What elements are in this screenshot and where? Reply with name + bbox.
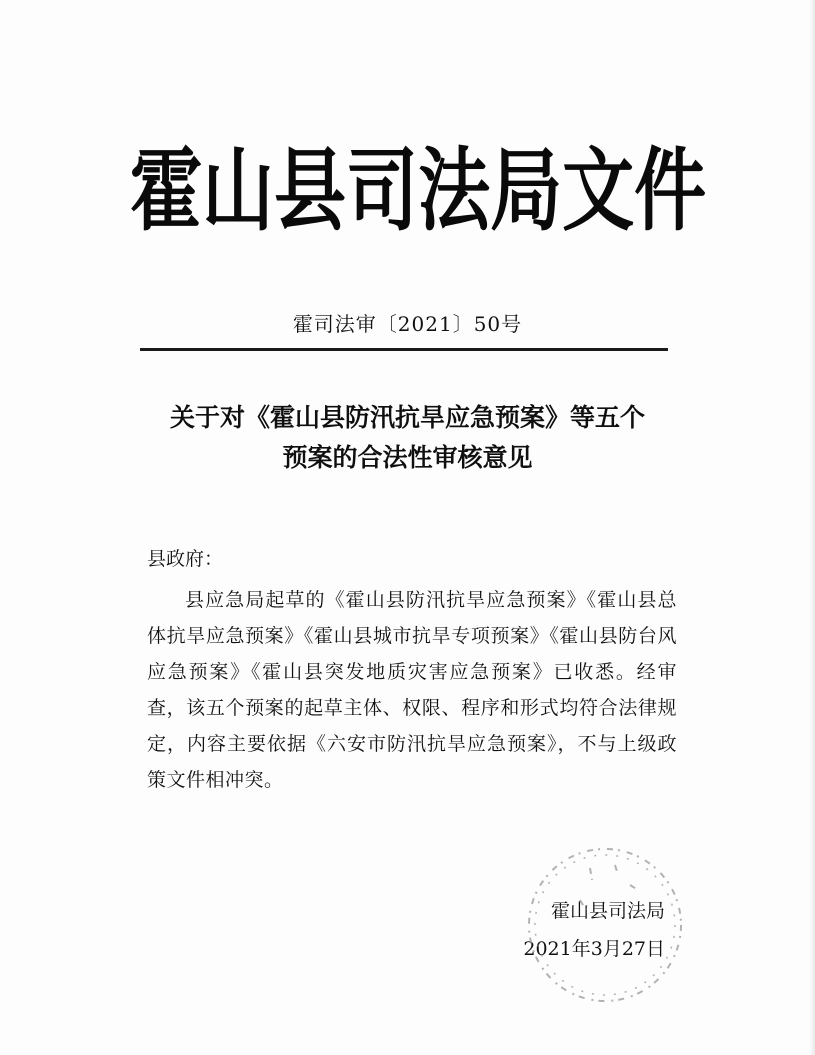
header-char: 县 [274,137,347,243]
document-title [60,398,755,478]
document-header-title [130,137,707,243]
signature-block [523,896,665,964]
header-char: 法 [418,137,491,243]
header-char: 霍 [130,137,203,243]
title-line-1: 关于对《霍山县防汛抗旱应急预案》等五个 [169,403,645,432]
signature-org: 霍山县司法局 [550,900,665,922]
title-line-2: 预案的合法性审核意见 [282,443,533,472]
header-divider [140,348,668,351]
header-char: 司 [346,137,419,243]
header-char: 文 [562,137,635,243]
header-char: 件 [634,137,707,243]
document-number: 霍司法审〔2021〕50号 [292,312,523,336]
addressee: 县政府： [147,548,224,570]
header-char: 局 [490,137,563,243]
body-paragraph: 县应急局起草的《霍山县防汛抗旱应急预案》《霍山县总体抗旱应急预案》《霍山县城市抗旱专项预案》《霍山县防台风应急预案》《霍山县突发地质灾害应急预案》已收悉。经审查，该五个预案的起草主体、权限、程序和形式均符合法律规定，内容主要依据《六安市防汛抗旱应急预案》，不与上级政策文件相冲突。 [147,589,677,791]
scan-edge [809,0,815,1055]
signature-date: 2021年3月27日 [523,938,665,960]
header-char: 山 [202,137,275,243]
